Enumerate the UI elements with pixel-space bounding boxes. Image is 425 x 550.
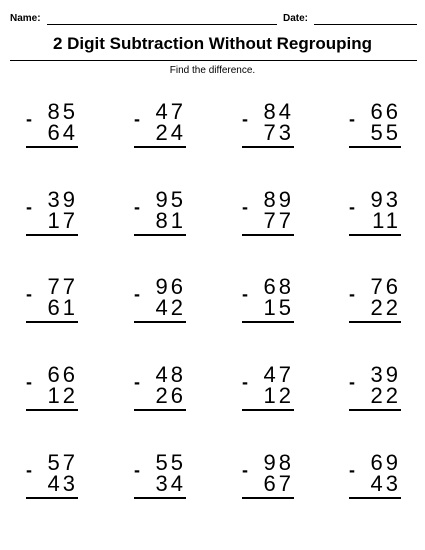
- problem-2: [130, 101, 192, 161]
- minus-sign: -: [242, 372, 248, 392]
- subtrahend: 26: [155, 383, 186, 408]
- subtrahend: 77: [263, 208, 294, 233]
- problem-6: [130, 189, 192, 249]
- name-label: Name:: [10, 13, 41, 24]
- minuend: 89: [263, 187, 294, 212]
- minuend: 47: [155, 99, 186, 124]
- problem-3: [238, 101, 300, 161]
- minus-sign: -: [242, 284, 248, 304]
- subtrahend: 64: [47, 120, 78, 145]
- answer-line[interactable]: [349, 234, 401, 236]
- minuend: 69: [370, 450, 401, 475]
- problem-9: [22, 276, 84, 336]
- problem-1: [22, 101, 84, 161]
- answer-line[interactable]: [26, 409, 78, 411]
- minus-sign: -: [242, 109, 248, 129]
- answer-line[interactable]: [349, 497, 401, 499]
- minus-sign: -: [26, 372, 32, 392]
- minus-sign: -: [242, 197, 248, 217]
- subtrahend: 34: [155, 471, 186, 496]
- subtrahend: 11: [372, 208, 401, 233]
- minus-sign: -: [349, 109, 355, 129]
- minus-sign: -: [134, 284, 140, 304]
- answer-line[interactable]: [349, 409, 401, 411]
- answer-line[interactable]: [26, 497, 78, 499]
- minus-sign: -: [349, 372, 355, 392]
- problem-20: [345, 452, 407, 512]
- minus-sign: -: [26, 197, 32, 217]
- subtrahend: 24: [155, 120, 186, 145]
- subtrahend: 73: [263, 120, 294, 145]
- problem-19: [238, 452, 300, 512]
- subtrahend: 42: [155, 295, 186, 320]
- minus-sign: -: [242, 460, 248, 480]
- answer-line[interactable]: [242, 146, 294, 148]
- answer-line[interactable]: [242, 234, 294, 236]
- minuend: 57: [47, 450, 78, 475]
- answer-line[interactable]: [242, 497, 294, 499]
- minuend: 76: [370, 274, 401, 299]
- subtrahend: 43: [47, 471, 78, 496]
- problem-18: [130, 452, 192, 512]
- answer-line[interactable]: [134, 234, 186, 236]
- minus-sign: -: [26, 109, 32, 129]
- problem-10: [130, 276, 192, 336]
- minus-sign: -: [134, 460, 140, 480]
- problem-5: [22, 189, 84, 249]
- answer-line[interactable]: [134, 321, 186, 323]
- minuend: 96: [155, 274, 186, 299]
- minuend: 48: [155, 362, 186, 387]
- worksheet-title: 2 Digit Subtraction Without Regrouping: [52, 34, 373, 53]
- problem-12: [345, 276, 407, 336]
- problem-13: [22, 364, 84, 424]
- subtrahend: 55: [370, 120, 401, 145]
- subtrahend: 67: [263, 471, 294, 496]
- subtrahend: 43: [370, 471, 401, 496]
- answer-line[interactable]: [26, 146, 78, 148]
- minuend: 68: [263, 274, 294, 299]
- problem-8: [345, 189, 407, 249]
- minuend: 55: [155, 450, 186, 475]
- problem-16: [345, 364, 407, 424]
- answer-line[interactable]: [349, 321, 401, 323]
- subtrahend: 22: [370, 383, 401, 408]
- subtrahend: 12: [47, 383, 78, 408]
- subtrahend: 22: [370, 295, 401, 320]
- answer-line[interactable]: [134, 497, 186, 499]
- minuend: 66: [370, 99, 401, 124]
- minuend: 77: [47, 274, 78, 299]
- subtrahend: 15: [263, 295, 294, 320]
- minus-sign: -: [134, 109, 140, 129]
- minus-sign: -: [134, 197, 140, 217]
- minuend: 84: [263, 99, 294, 124]
- subtrahend: 81: [155, 208, 186, 233]
- minuend: 85: [47, 99, 78, 124]
- answer-line[interactable]: [242, 321, 294, 323]
- minus-sign: -: [349, 284, 355, 304]
- problem-14: [130, 364, 192, 424]
- answer-line[interactable]: [242, 409, 294, 411]
- minuend: 66: [47, 362, 78, 387]
- subtrahend: 61: [47, 295, 78, 320]
- minus-sign: -: [349, 197, 355, 217]
- minus-sign: -: [26, 284, 32, 304]
- minus-sign: -: [134, 372, 140, 392]
- minus-sign: -: [26, 460, 32, 480]
- problem-11: [238, 276, 300, 336]
- minuend: 98: [263, 450, 294, 475]
- answer-line[interactable]: [26, 321, 78, 323]
- problem-7: [238, 189, 300, 249]
- minus-sign: -: [349, 460, 355, 480]
- problem-4: [345, 101, 407, 161]
- minuend: 95: [155, 187, 186, 212]
- problem-15: [238, 364, 300, 424]
- answer-line[interactable]: [134, 409, 186, 411]
- answer-line[interactable]: [134, 146, 186, 148]
- minuend: 39: [370, 362, 401, 387]
- subtrahend: 17: [47, 208, 78, 233]
- minuend: 47: [263, 362, 294, 387]
- instructions: Find the difference.: [169, 65, 256, 76]
- minuend: 39: [47, 187, 78, 212]
- date-label: Date:: [283, 13, 309, 24]
- answer-line[interactable]: [26, 234, 78, 236]
- subtrahend: 12: [263, 383, 294, 408]
- minuend: 93: [370, 187, 401, 212]
- answer-line[interactable]: [349, 146, 401, 148]
- problem-17: [22, 452, 84, 512]
